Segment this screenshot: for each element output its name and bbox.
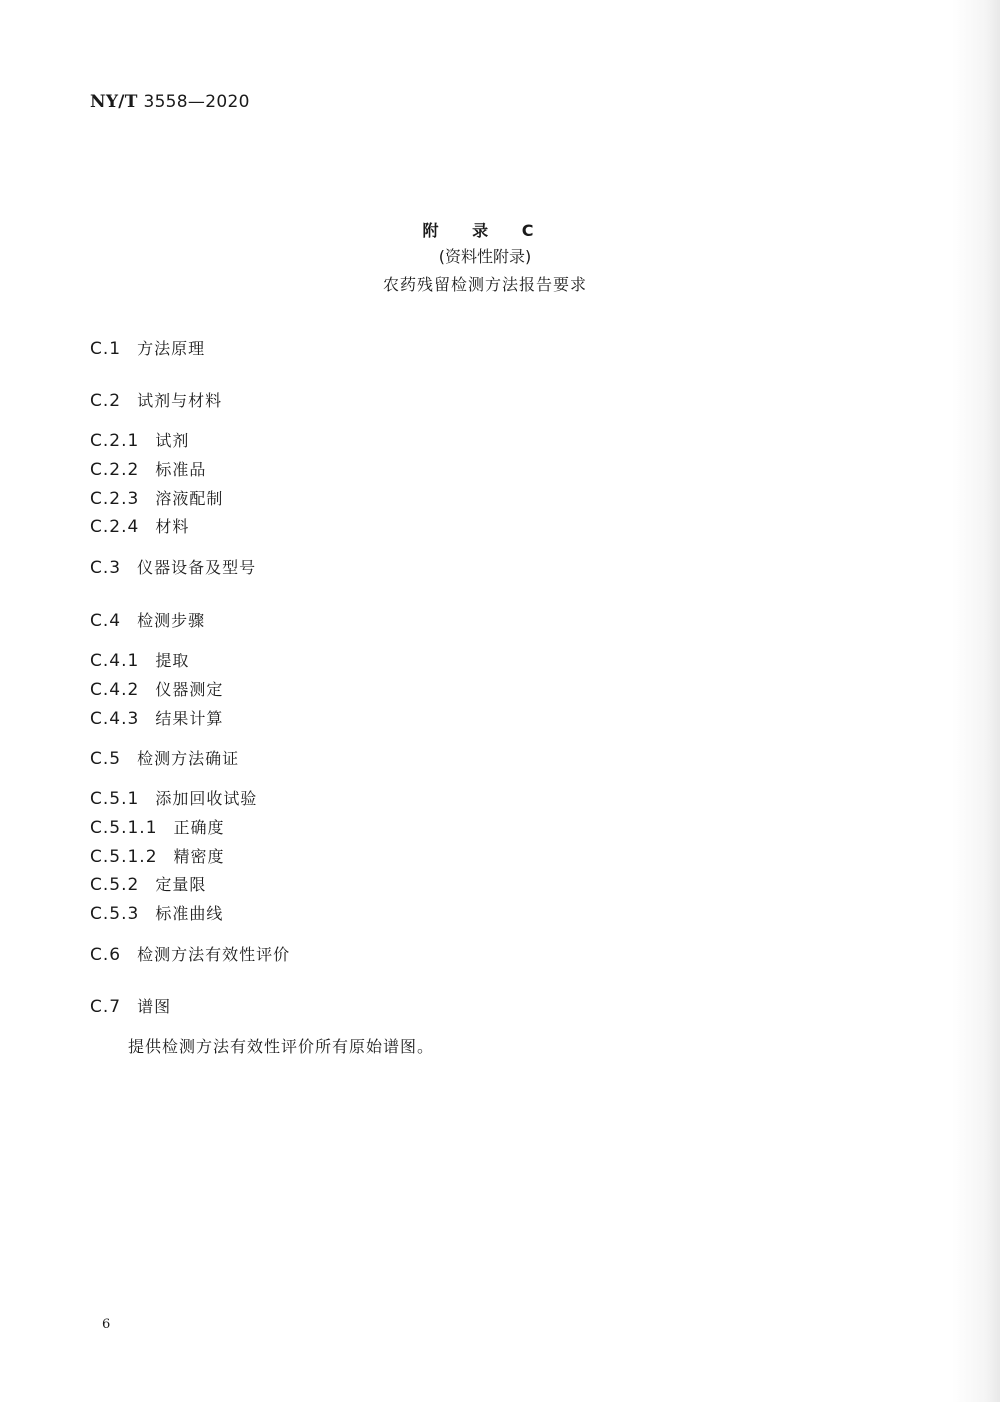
section-c1: C.1 方法原理 xyxy=(90,339,206,359)
section-c5-1: C.5.1 添加回收试验 xyxy=(90,789,258,809)
annex-name: 农药残留检测方法报告要求 xyxy=(382,275,587,294)
section-c2-4: C.2.4 材料 xyxy=(90,517,190,537)
section-c2-1: C.2.1 试剂 xyxy=(90,431,190,451)
section-c4-1: C.4.1 提取 xyxy=(90,651,190,671)
section-c5-2: C.5.2 定量限 xyxy=(90,875,207,895)
section-c2-3: C.2.3 溶液配制 xyxy=(90,489,224,509)
section-c5-3: C.5.3 标准曲线 xyxy=(90,904,224,924)
standard-prefix: NY/T xyxy=(90,92,138,112)
section-c5-1-2: C.5.1.2 精密度 xyxy=(90,847,225,867)
annex-heading xyxy=(0,218,970,300)
section-c5-1-1: C.5.1.1 正确度 xyxy=(90,818,225,838)
section-c7: C.7 谱图 xyxy=(90,997,172,1017)
section-c4: C.4 检测步骤 xyxy=(90,611,206,631)
page-number: 6 xyxy=(102,1317,111,1332)
annex-title: 附 录 C xyxy=(422,221,548,240)
annex-nature: (资料性附录) xyxy=(438,247,532,266)
section-c6: C.6 检测方法有效性评价 xyxy=(90,945,291,965)
section-c2: C.2 试剂与材料 xyxy=(90,391,223,411)
section-c3: C.3 仪器设备及型号 xyxy=(90,558,257,578)
section-c4-3: C.4.3 结果计算 xyxy=(90,709,224,729)
section-c4-2: C.4.2 仪器测定 xyxy=(90,680,224,700)
standard-number: 3558—2020 xyxy=(143,92,250,112)
standard-code xyxy=(90,92,250,112)
section-c2-2: C.2.2 标准品 xyxy=(90,460,207,480)
scan-edge-shadow xyxy=(952,0,1000,1402)
body-paragraph: 提供检测方法有效性评价所有原始谱图。 xyxy=(128,1037,435,1056)
section-c5: C.5 检测方法确证 xyxy=(90,749,240,769)
